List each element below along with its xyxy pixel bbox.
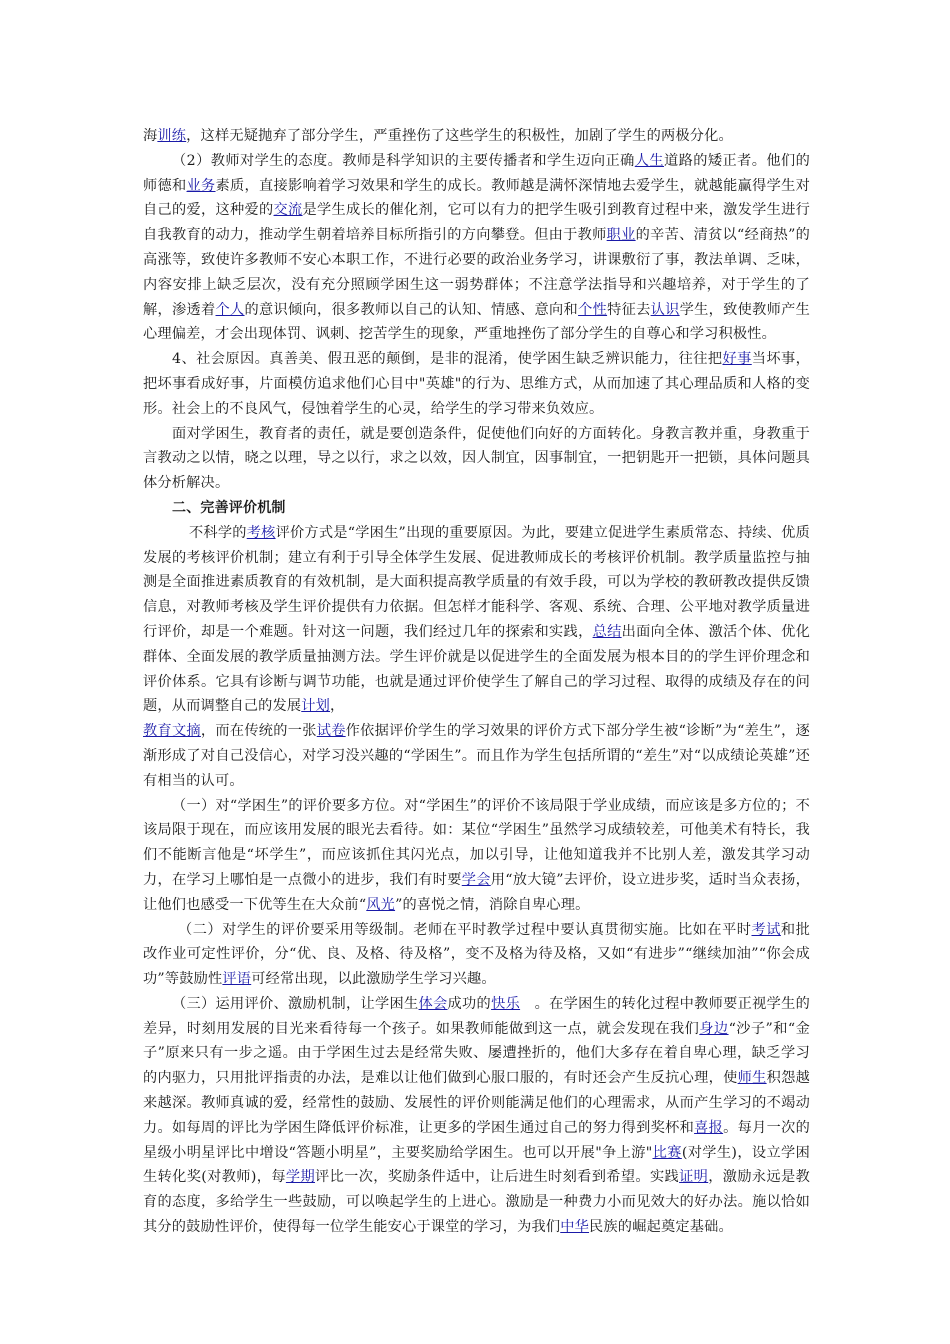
link-competition[interactable]: 比赛 — [652, 1144, 682, 1161]
section-heading: 二、完善评价机制 — [172, 499, 286, 516]
text: 特征去 — [607, 301, 651, 318]
text: （一）对“学困生”的评价要多方位。对“学困生”的评价不该局限于学业成绩，而应该是多方位的；不该局限于现在，而应该用发展的眼光去看待。如：某位“学困生”虽然学习成绩较差，可他美术有特长，我们不能断言他是“坏学生”，而应该抓住其闪光点，加以引导，让他知道我并不比别人差，激发其学习动力，在学习上哪怕是一点微小的进步，我们有时要 — [143, 797, 810, 888]
text: 作依据评价学生的学习效果的评价方式下部分学生被“诊断”为“差生”，逐渐形成了对自己没信心，对学习没兴趣的“学困生”。而且作为学生包括所谓的“差生”对“以成绩论英雄”还有相当的认可。 — [143, 723, 810, 789]
paragraph-social-causes — [143, 347, 810, 421]
link-glory[interactable]: 风光 — [366, 896, 396, 913]
text: “沙子”和“金子”原来只有一步之遥。由于学困生过去是经常失败、屡遭挫折的，他们大多存在着自卑心理，缺乏学习的内驱力，只用批评指责的办法，是难以让他们做到心服口服的，有时还会产生反抗心理，使 — [143, 1020, 810, 1087]
paragraph-incentive — [143, 992, 810, 1240]
text: 是学生成长的催化剂，它可以有力的把学生吸引到教育过程中来，激发学生进行自我教育的动力，推动学生朝着培养目标所指引的方向攀登。但由于教师 — [143, 202, 810, 244]
text: 出面向全体、激活个体、优化群体、全面发展的教学质量抽测方法。学生评价就是以促进学生的全面发展为根本目的的学生评价理念和评价体系。它具有诊断与调节功能，也就是通过评价使学生了解自己的学习过程、取得的成绩及存在的问题，从而调整自己的发展 — [143, 623, 811, 715]
text: 的辛苦、清贫以“经商热”的高涨等，致使许多教师不安心本职工作，不进行必要的政治业务学习，讲课敷衍了事，教法单调、乏味，内容安排上缺乏层次，没有充分照顾学困生这一弱势群体；不注意学法指导和兴趣培养，对于学生的了解，渗透着 — [143, 227, 811, 318]
link-profession[interactable]: 职业 — [606, 227, 636, 244]
text: 可经常出现，以此激励学生学习兴趣。 — [251, 971, 496, 988]
link-assessment[interactable]: 考核 — [246, 524, 276, 541]
text: 成功的 — [447, 995, 492, 1012]
paragraph-multi-aspect — [143, 794, 810, 918]
link-good-news[interactable]: 喜报 — [694, 1119, 724, 1136]
text: ”的喜悦之情，消除自卑心理。 — [395, 896, 590, 913]
link-life[interactable]: 人生 — [634, 152, 664, 169]
text: ，而在传统的一张 — [200, 723, 317, 740]
link-education-digest[interactable]: 教育文摘 — [143, 723, 201, 740]
text: 4、社会原因。真善美、假丑恶的颠倒，是非的混淆，使学困生缺乏辨识能力，往往把 — [172, 351, 723, 368]
paragraph-1 — [143, 124, 810, 149]
link-exam-paper[interactable]: 试卷 — [316, 723, 346, 740]
text: ， — [330, 698, 345, 715]
text: 。在学困生的转化过程中教师要正视学生的差异，时刻用发展的目光来看待每一个孩子。如果教师能做到这一点，就会发现在我们 — [143, 995, 810, 1037]
text: 学生，致使教师产生心理偏差，才会出现体罚、讽刺、挖苦学生的现象，严重地挫伤了部分学生的自尊心和学习积极性。 — [143, 301, 811, 343]
link-learn[interactable]: 学会 — [461, 871, 491, 888]
document-body — [143, 124, 810, 1240]
link-communication[interactable]: 交流 — [273, 202, 303, 219]
link-teacher-student[interactable]: 师生 — [737, 1070, 767, 1087]
text: 不科学的 — [189, 524, 247, 541]
link-personal[interactable]: 个人 — [215, 301, 245, 318]
link-plan[interactable]: 计划 — [301, 698, 331, 715]
text: 的意识倾向，很多教师以自己的认知、情感、意向和 — [244, 301, 579, 318]
text: 民族的崛起奠定基础。 — [589, 1219, 733, 1236]
text: ，激励永远是教育的态度，多给学生一些鼓励，可以唤起学生的上进心。激励是一种费力小而见效大的好办法。施以恰如其分的鼓励性评价，使得每一位学生能安心于课堂的学习，为我们 — [143, 1169, 810, 1236]
text: 评价方式是“学困生”出现的重要原因。为此，要建立促进学生素质常态、持续、优质发展的考核评价机制；建立有利于引导全体学生发展、促进教师成长的考核评价机制。教学质量监控与抽测是全面推进素质教育的有效机制，是大面积提高教学质量的有效手段，可以为学校的教研教改提供反馈信息，对教师考核及学生评价提供有力依据。但怎样才能科学、客观、系统、合理、公平地对教学质量进行评价，却是一个难题。针对这一问题，我们经过几年的探索和实践， — [143, 524, 810, 640]
link-personality[interactable]: 个性 — [578, 301, 608, 318]
text: 用“放大镜”去评价，设立进步奖，适时当众表扬，让他们也感受一下优等生在大众前“ — [143, 871, 810, 913]
link-summary[interactable]: 总结 — [592, 623, 622, 640]
link-prove[interactable]: 证明 — [679, 1169, 709, 1186]
paragraph-evaluation — [143, 521, 810, 719]
text: (对学生)，设立学困生转化奖(对教师)，每 — [143, 1144, 810, 1186]
paragraph-educator-duty — [143, 422, 810, 496]
text: 和批改作业可定性评价，分“优、良、及格、待及格”，变不及格为待及格，又如“有进步”“继续加油”“你会成功”等鼓励性 — [143, 921, 810, 988]
link-around[interactable]: 身边 — [699, 1020, 729, 1037]
link-semester[interactable]: 学期 — [285, 1169, 316, 1186]
link-recognize[interactable]: 认识 — [650, 301, 680, 318]
link-china[interactable]: 中华 — [560, 1219, 590, 1236]
text: 积怨越来越深。教师真诚的爱，经常性的鼓励、发展性的评价则能满足他们的心理需求，从而产生学习的不竭动力。如每周的评比为学困生降低评价标准，让更多的学困生通过自己的努力得到奖杯和 — [143, 1070, 811, 1136]
link-training[interactable]: 训练 — [157, 128, 187, 144]
link-experience[interactable]: 体会 — [418, 995, 448, 1012]
text: （三）运用评价、激励机制，让学困生 — [172, 995, 419, 1012]
link-comment[interactable]: 评语 — [222, 971, 252, 988]
text: 评比一次，奖励条件适中，让后进生时刻看到希望。实践 — [315, 1169, 680, 1186]
paragraph-grading — [143, 918, 810, 992]
text: （2）教师对学生的态度。教师是科学知识的主要传播者和学生迈向正确 — [172, 152, 635, 169]
text: 素质，直接影响着学习效果和学生的成长。教师越是满怀深情地去爱学生，就越能赢得学生对自己的爱，这种爱的 — [143, 177, 811, 219]
paragraph-teacher-attitude — [143, 149, 810, 347]
link-good-deed[interactable]: 好事 — [722, 351, 752, 368]
link-exam[interactable]: 考试 — [751, 921, 781, 938]
text: （二）对学生的评价要采用等级制。老师在平时教学过程中要认真贯彻实施。比如在平时 — [178, 921, 752, 938]
link-business[interactable]: 业务 — [186, 177, 216, 194]
text: 海 — [143, 128, 158, 144]
text: 。每月一次的星级小明星评比中增设“答题小明星”，主要奖励给学困生。也可以开展"争上游" — [143, 1119, 811, 1161]
text: 面对学困生，教育者的责任，就是要创造条件，促使他们向好的方面转化。身教言教并重，身教重于言教动之以情，晓之以理，导之以行，求之以效，因人制宜，因事制宜，一把钥匙开一把锁，具体问题具体分析解决。 — [143, 425, 810, 492]
paragraph-traditional-exam — [143, 719, 810, 793]
text: ，这样无疑抛弃了部分学生，严重挫伤了这些学生的积极性，加剧了学生的两极分化。 — [186, 128, 733, 144]
text: 道路的矮正者。他们的师德和 — [143, 152, 810, 194]
link-happiness[interactable]: 快乐 — [491, 995, 521, 1012]
text: 当坏事，把坏事看成好事，片面模仿追求他们心目中"英雄"的行为、思维方式，从而加速了其心理品质和人格的变形。社会上的不良风气，侵蚀着学生的心灵，给学生的学习带来负效应。 — [143, 351, 810, 417]
